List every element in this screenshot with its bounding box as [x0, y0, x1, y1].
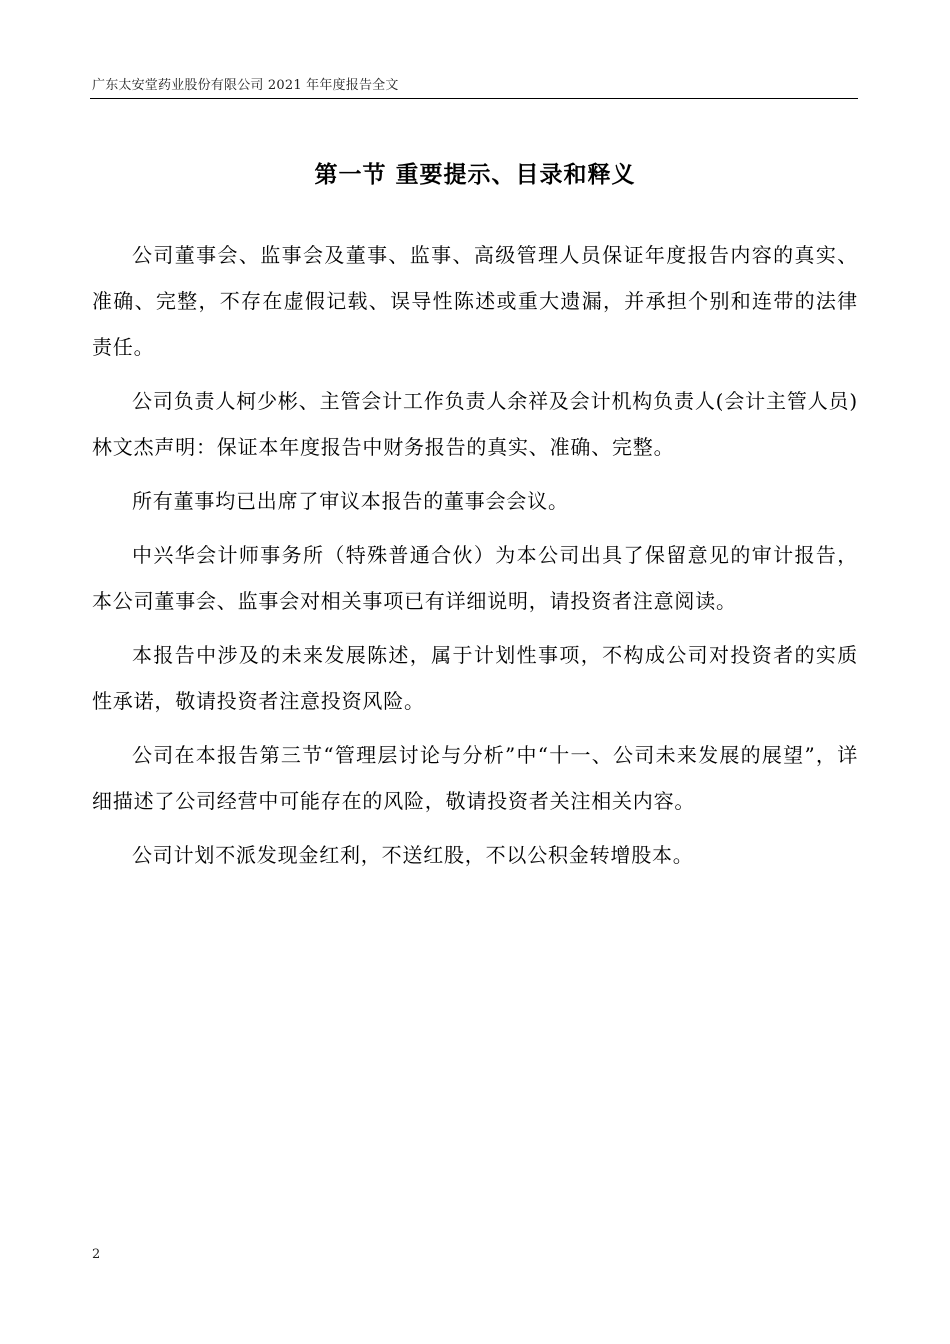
paragraph-forward-looking: 本报告中涉及的未来发展陈述，属于计划性事项，不构成公司对投资者的实质性承诺，敬请投资者注意投资风险。: [92, 643, 858, 713]
body-content: [92, 232, 858, 886]
paragraph-declaration: 公司负责人柯少彬、主管会计工作负责人余祥及会计机构负责人(会计主管人员)林文杰声明：保证本年度报告中财务报告的真实、准确、完整。: [92, 389, 858, 459]
paragraph-risk-notice: 公司在本报告第三节“管理层讨论与分析”中“十一、公司未来发展的展望”，详细描述了公司经营中可能存在的风险，敬请投资者关注相关内容。: [92, 743, 858, 813]
paragraph-responsibility: 公司董事会、监事会及董事、监事、高级管理人员保证年度报告内容的真实、准确、完整，不存在虚假记载、误导性陈述或重大遗漏，并承担个别和连带的法律责任。: [92, 243, 858, 359]
page-number: 2: [92, 1247, 101, 1262]
page-header: 广东太安堂药业股份有限公司 2021 年年度报告全文: [92, 78, 399, 93]
header-divider: [90, 98, 858, 99]
paragraph-attendance: 所有董事均已出席了审议本报告的董事会会议。: [132, 489, 569, 513]
paragraph-dividend-plan: 公司计划不派发现金红利，不送红股，不以公积金转增股本。: [132, 843, 694, 867]
paragraph-audit-opinion: 中兴华会计师事务所（特殊普通合伙）为本公司出具了保留意见的审计报告，本公司董事会、监事会对相关事项已有详细说明，请投资者注意阅读。: [92, 543, 858, 613]
section-title: 第一节 重要提示、目录和释义: [314, 161, 636, 188]
